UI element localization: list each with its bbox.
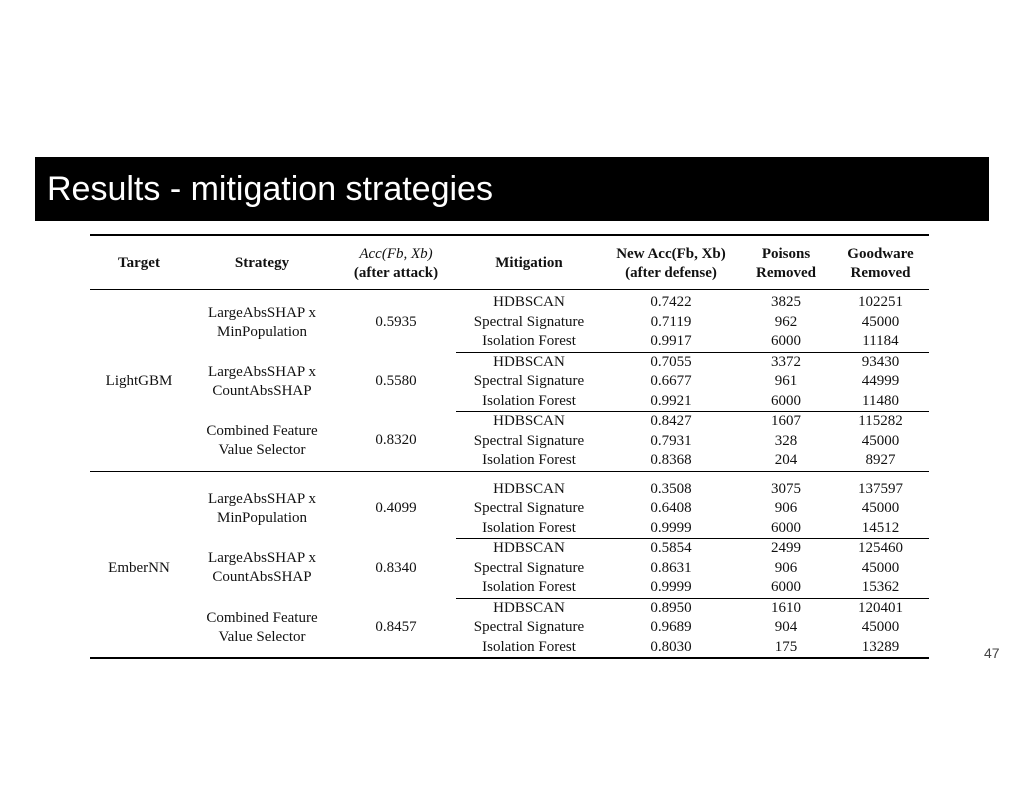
new-acc-cell: 0.8368 [650,452,692,468]
poisons-removed-cell: 2499 [740,539,832,559]
header-poisons-line2: Removed [756,264,816,281]
mitigation-cell: Isolation Forest [482,333,576,349]
mitigation-cell: Spectral Signature [473,559,585,576]
new-acc-cell: 0.8631 [650,559,692,576]
goodware-removed-cell: 14512 [861,519,900,536]
table-row [90,471,929,499]
header-new-acc [602,235,740,290]
poisons-removed-cell: 204 [774,452,798,468]
goodware-removed-cell: 125460 [832,539,929,559]
acc-after-attack-cell: 0.8457 [375,618,417,635]
mitigation-cell: Spectral Signature [473,500,585,516]
goodware-removed-cell: 8927 [865,452,896,468]
poisons-removed-cell: 1607 [740,412,832,432]
poisons-removed-cell: 6000 [771,519,801,536]
header-new-acc-line1: New Acc(Fb, Xb) [616,245,726,262]
mitigation-cell: Spectral Signature [473,313,585,330]
acc-after-attack-cell: 0.4099 [336,471,456,539]
new-acc-cell: 0.9689 [650,619,692,635]
goodware-removed-cell: 11480 [862,392,899,409]
slide-title-bar [35,157,989,221]
goodware-removed-cell: 45000 [861,500,900,516]
table-row [90,412,929,432]
mitigation-cell: Isolation Forest [482,519,576,536]
acc-after-attack-cell: 0.8320 [375,432,417,449]
mitigation-cell: Spectral Signature [473,619,585,635]
header-acc-line2: (after attack) [353,264,439,281]
mitigation-cell: HDBSCAN [456,539,602,559]
header-acc-line1: Acc(Fb, Xb) [359,245,433,262]
acc-after-attack-cell: 0.5580 [375,373,417,389]
poisons-removed-cell: 906 [774,559,798,576]
new-acc-cell: 0.7119 [650,313,692,330]
poisons-removed-cell: 3372 [740,352,832,372]
new-acc-cell: 0.9917 [650,333,692,349]
new-acc-cell: 0.7422 [602,290,740,313]
poisons-removed-cell: 3825 [740,290,832,313]
poisons-removed-cell: 6000 [771,392,801,409]
table-row [90,290,929,313]
header-new-acc-line2: (after defense) [625,264,717,281]
header-goodware-line1: Goodware [847,245,914,262]
mitigation-cell: Isolation Forest [482,452,576,468]
table-body [90,290,929,659]
strategy-cell: Combined Feature Value Selector [206,423,318,458]
header-mitigation: Mitigation [456,235,602,290]
acc-after-attack-cell: 0.5935 [336,290,456,353]
new-acc-cell: 0.9999 [650,579,692,595]
new-acc-cell: 0.3508 [602,471,740,499]
goodware-removed-cell: 115282 [832,412,929,432]
acc-after-attack-cell: 0.8340 [375,559,417,576]
table-header-row [90,235,929,290]
poisons-removed-cell: 961 [774,373,798,389]
new-acc-cell: 0.7055 [602,352,740,372]
table-row [90,539,929,559]
header-goodware-line2: Removed [850,264,911,281]
goodware-removed-cell: 44999 [861,373,900,389]
mitigation-cell: Isolation Forest [482,392,576,409]
target-cell: LightGBM [90,290,188,472]
header-poisons-line1: Poisons [761,245,811,262]
new-acc-cell: 0.9921 [650,392,692,409]
poisons-removed-cell: 962 [774,313,798,330]
slide-title: Results - mitigation strategies [47,169,493,208]
strategy-cell: Combined Feature Value Selector [206,609,318,645]
goodware-removed-cell: 102251 [832,290,929,313]
table-row [90,598,929,618]
mitigation-cell: Isolation Forest [482,638,576,655]
poisons-removed-cell: 3075 [740,471,832,499]
goodware-removed-cell: 45000 [861,559,900,576]
mitigation-cell: HDBSCAN [456,471,602,499]
mitigation-cell: Spectral Signature [473,373,585,389]
target-cell: EmberNN [90,471,188,658]
poisons-removed-cell: 6000 [771,333,801,349]
new-acc-cell: 0.7931 [650,432,692,449]
mitigation-cell: HDBSCAN [456,290,602,313]
new-acc-cell: 0.6408 [650,500,692,516]
new-acc-cell: 0.8030 [650,638,692,655]
goodware-removed-cell: 11184 [862,333,899,349]
header-goodware [832,235,929,290]
goodware-removed-cell: 45000 [861,619,900,635]
new-acc-cell: 0.8950 [602,598,740,618]
page-number: 47 [984,645,1000,661]
poisons-removed-cell: 6000 [771,579,801,595]
goodware-removed-cell: 45000 [861,432,900,449]
goodware-removed-cell: 15362 [861,579,900,595]
mitigation-cell: Isolation Forest [482,579,576,595]
mitigation-cell: Spectral Signature [473,432,585,449]
strategy-cell: LargeAbsSHAP x CountAbsSHAP [208,363,316,399]
poisons-removed-cell: 328 [774,432,798,449]
strategy-cell: LargeAbsSHAP x CountAbsSHAP [208,550,316,586]
poisons-removed-cell: 904 [774,619,798,635]
goodware-removed-cell: 93430 [832,352,929,372]
header-poisons [740,235,832,290]
poisons-removed-cell: 1610 [740,598,832,618]
new-acc-cell: 0.8427 [602,412,740,432]
header-acc [336,235,456,290]
goodware-removed-cell: 13289 [861,638,900,655]
poisons-removed-cell: 906 [774,500,798,516]
results-table [90,234,929,659]
goodware-removed-cell: 45000 [861,313,900,330]
goodware-removed-cell: 120401 [832,598,929,618]
strategy-cell: LargeAbsSHAP x MinPopulation [188,471,336,539]
poisons-removed-cell: 175 [774,638,798,655]
strategy-cell: LargeAbsSHAP x MinPopulation [188,290,336,353]
mitigation-cell: HDBSCAN [456,412,602,432]
goodware-removed-cell: 137597 [832,471,929,499]
mitigation-cell: HDBSCAN [456,352,602,372]
header-target: Target [90,235,188,290]
new-acc-cell: 0.9999 [650,519,692,536]
header-strategy: Strategy [188,235,336,290]
table-row [90,352,929,372]
mitigation-cell: HDBSCAN [456,598,602,618]
new-acc-cell: 0.6677 [650,373,692,389]
new-acc-cell: 0.5854 [602,539,740,559]
